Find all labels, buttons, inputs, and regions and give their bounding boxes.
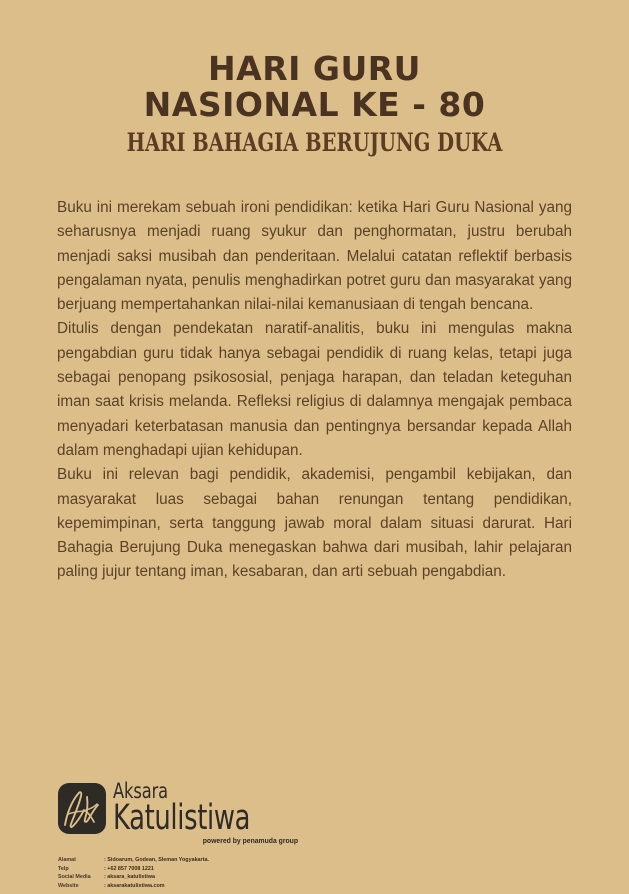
title-block bbox=[0, 49, 629, 158]
title-subtitle: HARI BAHAGIA BERUJUNG DUKA bbox=[126, 128, 503, 158]
blurb-paragraph: Buku ini relevan bagi pendidik, akademisi, pengambil kebijakan, dan masyarakat luas sebagai bahan renungan tentang pendidikan, kepemimpinan, serta tanggung jawab moral dalam situasi darurat. Hari Bahagia Berujung Duka menegaskan bahwa dari musibah, lahir pelajaran paling jujur tentang iman, kesabaran, dan arti sebuah pengabdian. bbox=[57, 466, 572, 581]
aksara-monogram-icon bbox=[58, 783, 106, 834]
contact-value: : aksarakatulistiwa.com bbox=[104, 882, 165, 889]
contact-label: Website bbox=[58, 882, 79, 889]
publisher-name-bottom: Katulistiwa bbox=[113, 798, 251, 838]
publisher-tagline: powered by penamuda group bbox=[202, 836, 298, 845]
blurb-paragraph: Ditulis dengan pendekatan naratif-analitis, buku ini mengulas makna pengabdian guru tidak hanya sebagai pendidik di ruang kelas, tetapi juga sebagai penopang psikososial, penjaga harapan, dan teladan keteguhan iman saat krisis melanda. Refleksi religius di dalamnya mengajak pembaca menyadari keterbatasan manusia dan pentingnya bersandar kepada Allah dalam menghadapi ujian kehidupan. bbox=[57, 320, 572, 459]
title-line-1: HARI GURU bbox=[208, 49, 421, 88]
blurb-text bbox=[57, 196, 572, 585]
contact-row bbox=[58, 882, 209, 891]
contact-row bbox=[58, 865, 209, 874]
publisher-wordmark bbox=[113, 781, 298, 845]
contact-value: : Sidoarum, Godean, Sleman Yogyakarta. bbox=[104, 857, 209, 863]
contact-label: Telp bbox=[58, 865, 69, 872]
contact-label: Alamat bbox=[58, 857, 76, 863]
title-line-2: NASIONAL KE - 80 bbox=[143, 84, 486, 124]
blurb-paragraph: Buku ini merekam sebuah ironi pendidikan: ketika Hari Guru Nasional yang seharusnya menjadi ruang syukur dan penghormatan, justru berubah menjadi saksi musibah dan penderitaan. Melalui catatan reflektif berbasis pengalaman nyata, penulis menghadirkan potret guru dan masyarakat yang berjuang mempertahankan nilai-nilai kemanusiaan di tengah bencana. bbox=[57, 199, 572, 314]
contact-value: : +62 857 7008 1221 bbox=[104, 865, 154, 872]
publisher-logo bbox=[58, 779, 578, 847]
publisher-name-top: Aksara bbox=[113, 779, 169, 803]
contact-value: : aksara_katulistiwa bbox=[104, 874, 155, 881]
contact-row bbox=[58, 873, 209, 882]
publisher-footer bbox=[58, 779, 578, 890]
contact-label: Social Media bbox=[58, 874, 91, 881]
contact-details bbox=[58, 856, 209, 890]
contact-row bbox=[58, 856, 209, 865]
